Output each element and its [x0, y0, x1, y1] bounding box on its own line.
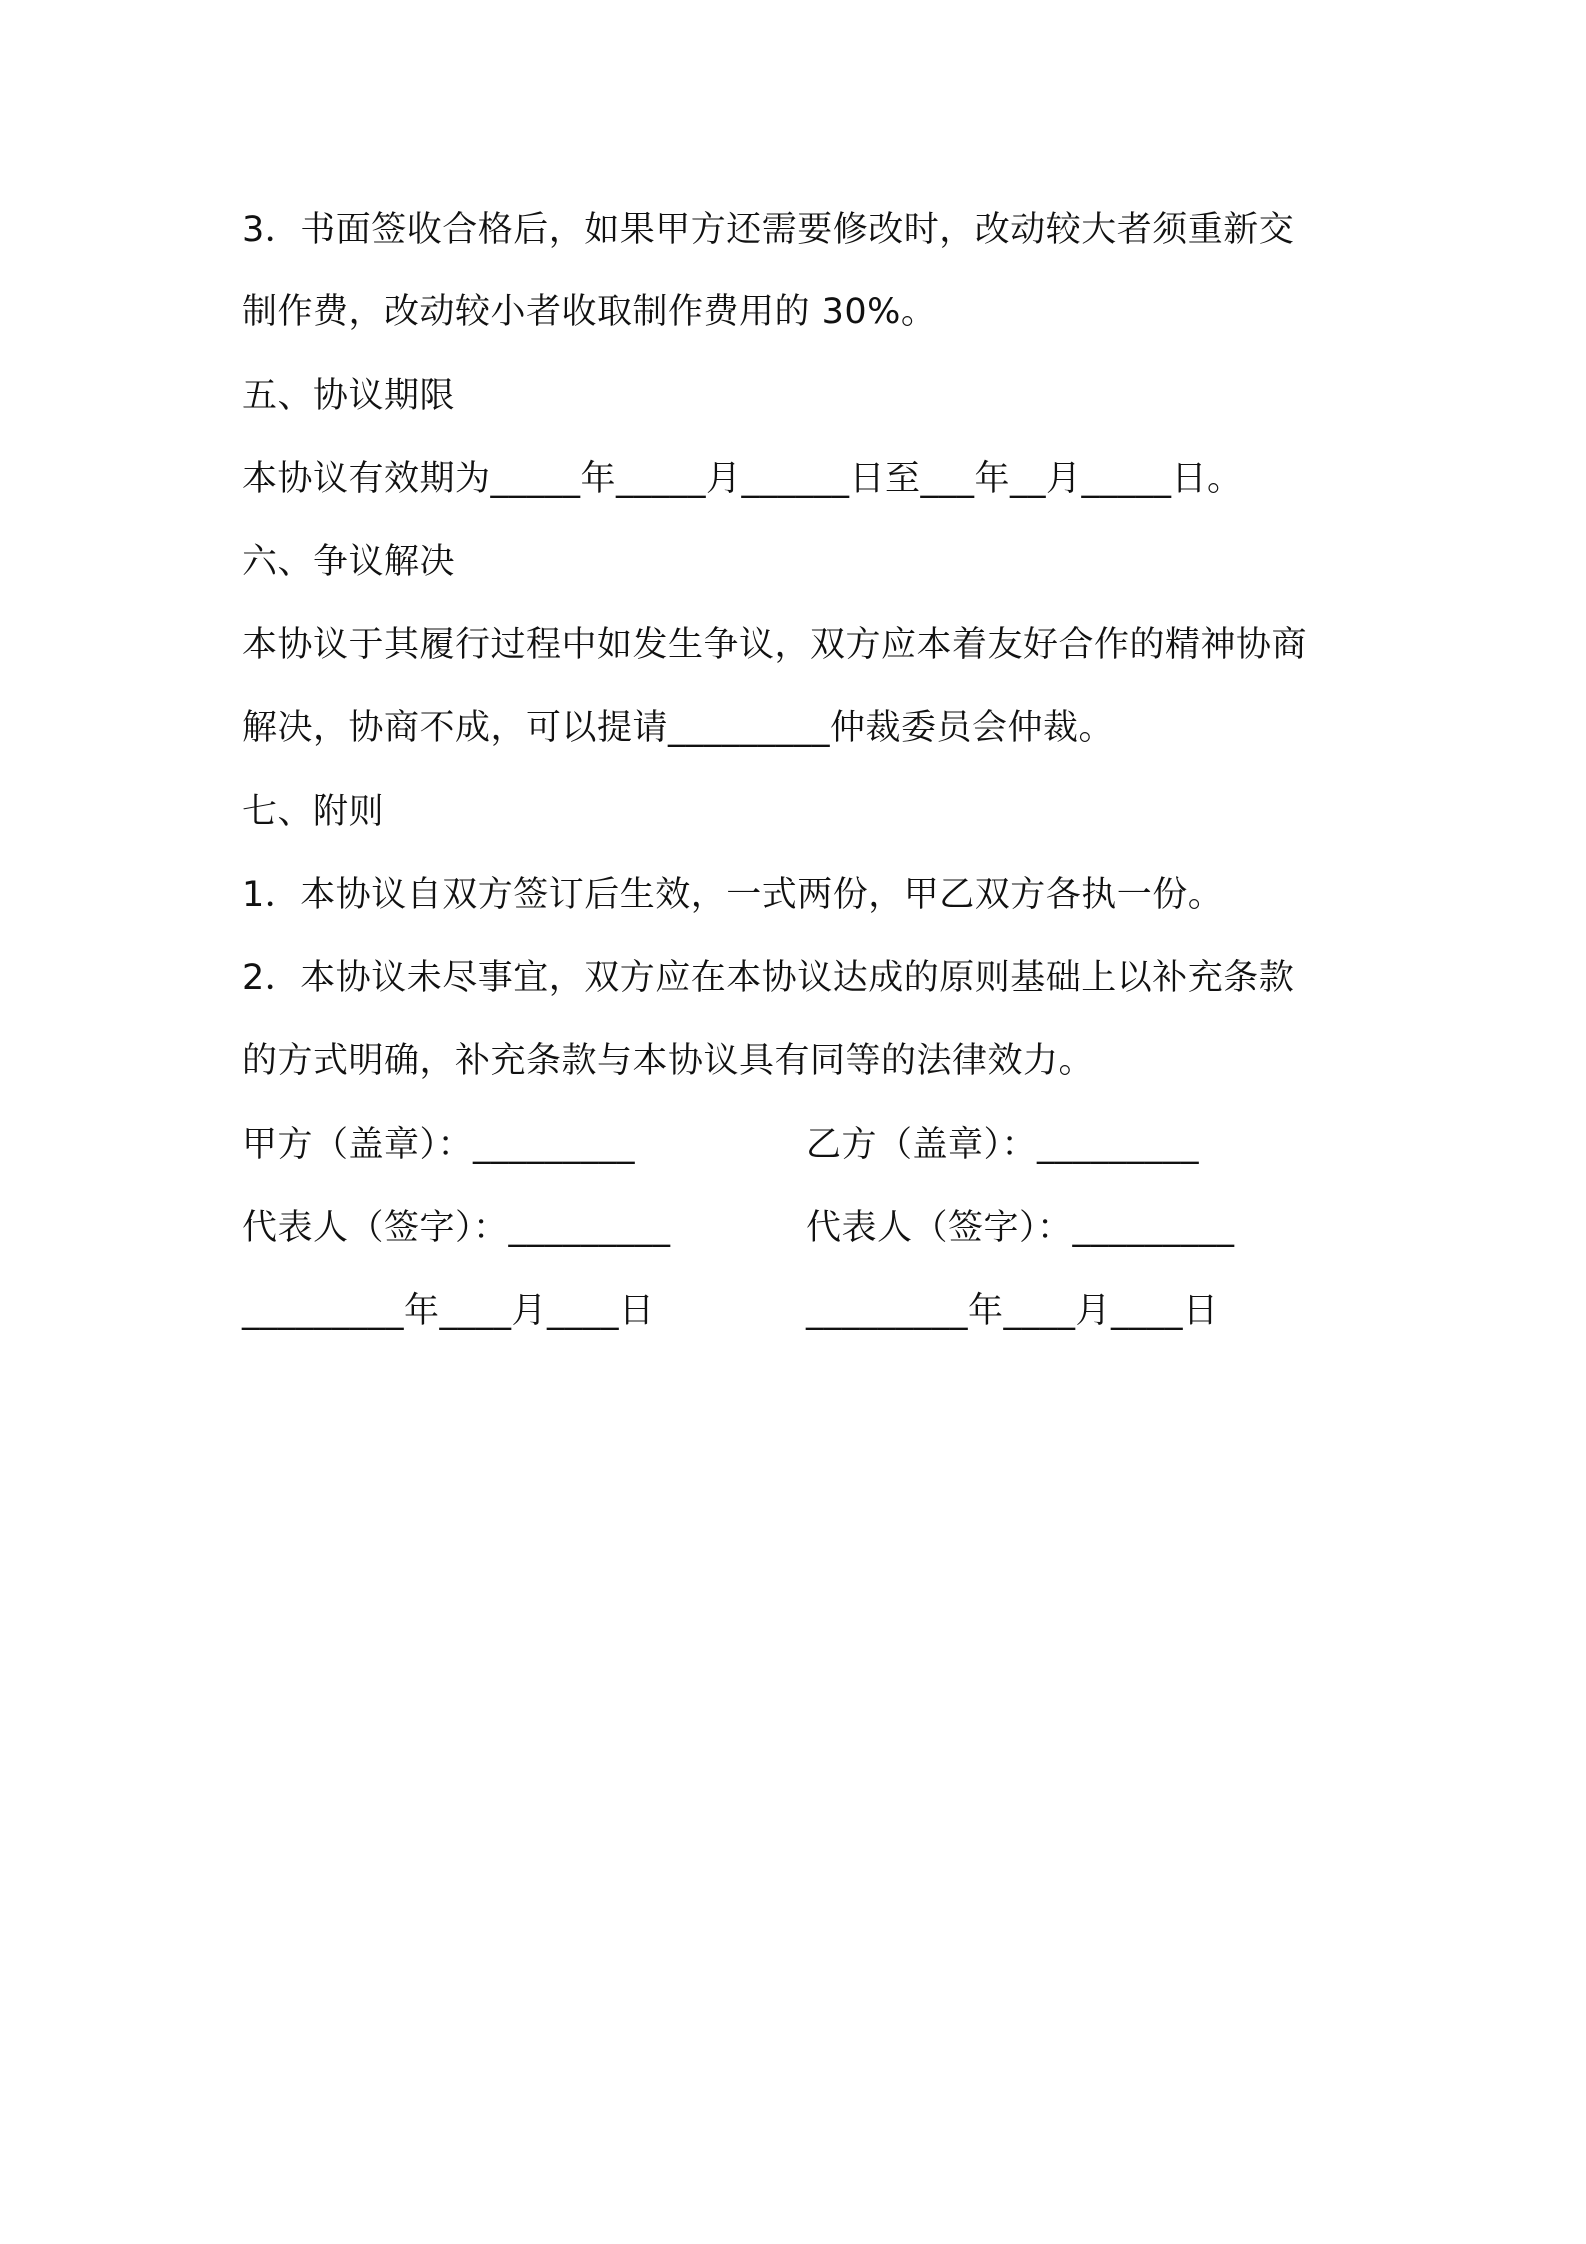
section-6-line-2: 解决，协商不成，可以提请_________仲裁委员会仲裁。 — [242, 708, 1115, 748]
section-6-heading: 六、争议解决 — [242, 542, 456, 582]
section-7-item-2-line-2: 的方式明确，补充条款与本协议具有同等的法律效力。 — [242, 1041, 1095, 1081]
party-b-representative-field: 代表人（签字）：_________ — [806, 1208, 1235, 1248]
party-a-representative-field: 代表人（签字）：_________ — [242, 1208, 671, 1248]
party-a-seal-field: 甲方（盖章）：_________ — [242, 1125, 636, 1165]
party-b-date-field: _________年____月____日 — [806, 1291, 1219, 1331]
clause-3-line-2: 制作费，改动较小者收取制作费用的 30%。 — [242, 292, 937, 332]
section-7-item-2-line-1: 2．本协议未尽事宜，双方应在本协议达成的原则基础上以补充条款 — [242, 958, 1295, 998]
section-5-heading: 五、协议期限 — [242, 376, 456, 416]
clause-3-line-1: 3．书面签收合格后，如果甲方还需要修改时，改动较大者须重新交 — [242, 210, 1295, 250]
party-a-date-field: _________年____月____日 — [242, 1291, 655, 1331]
section-7-heading: 七、附则 — [242, 792, 385, 832]
section-7-item-1: 1．本协议自双方签订后生效，一式两份，甲乙双方各执一份。 — [242, 875, 1224, 915]
party-b-seal-field: 乙方（盖章）：_________ — [806, 1125, 1200, 1165]
section-6-line-1: 本协议于其履行过程中如发生争议，双方应本着友好合作的精神协商 — [242, 625, 1308, 665]
section-5-text: 本协议有效期为_____年_____月______日至___年__月_____日。 — [242, 459, 1243, 499]
